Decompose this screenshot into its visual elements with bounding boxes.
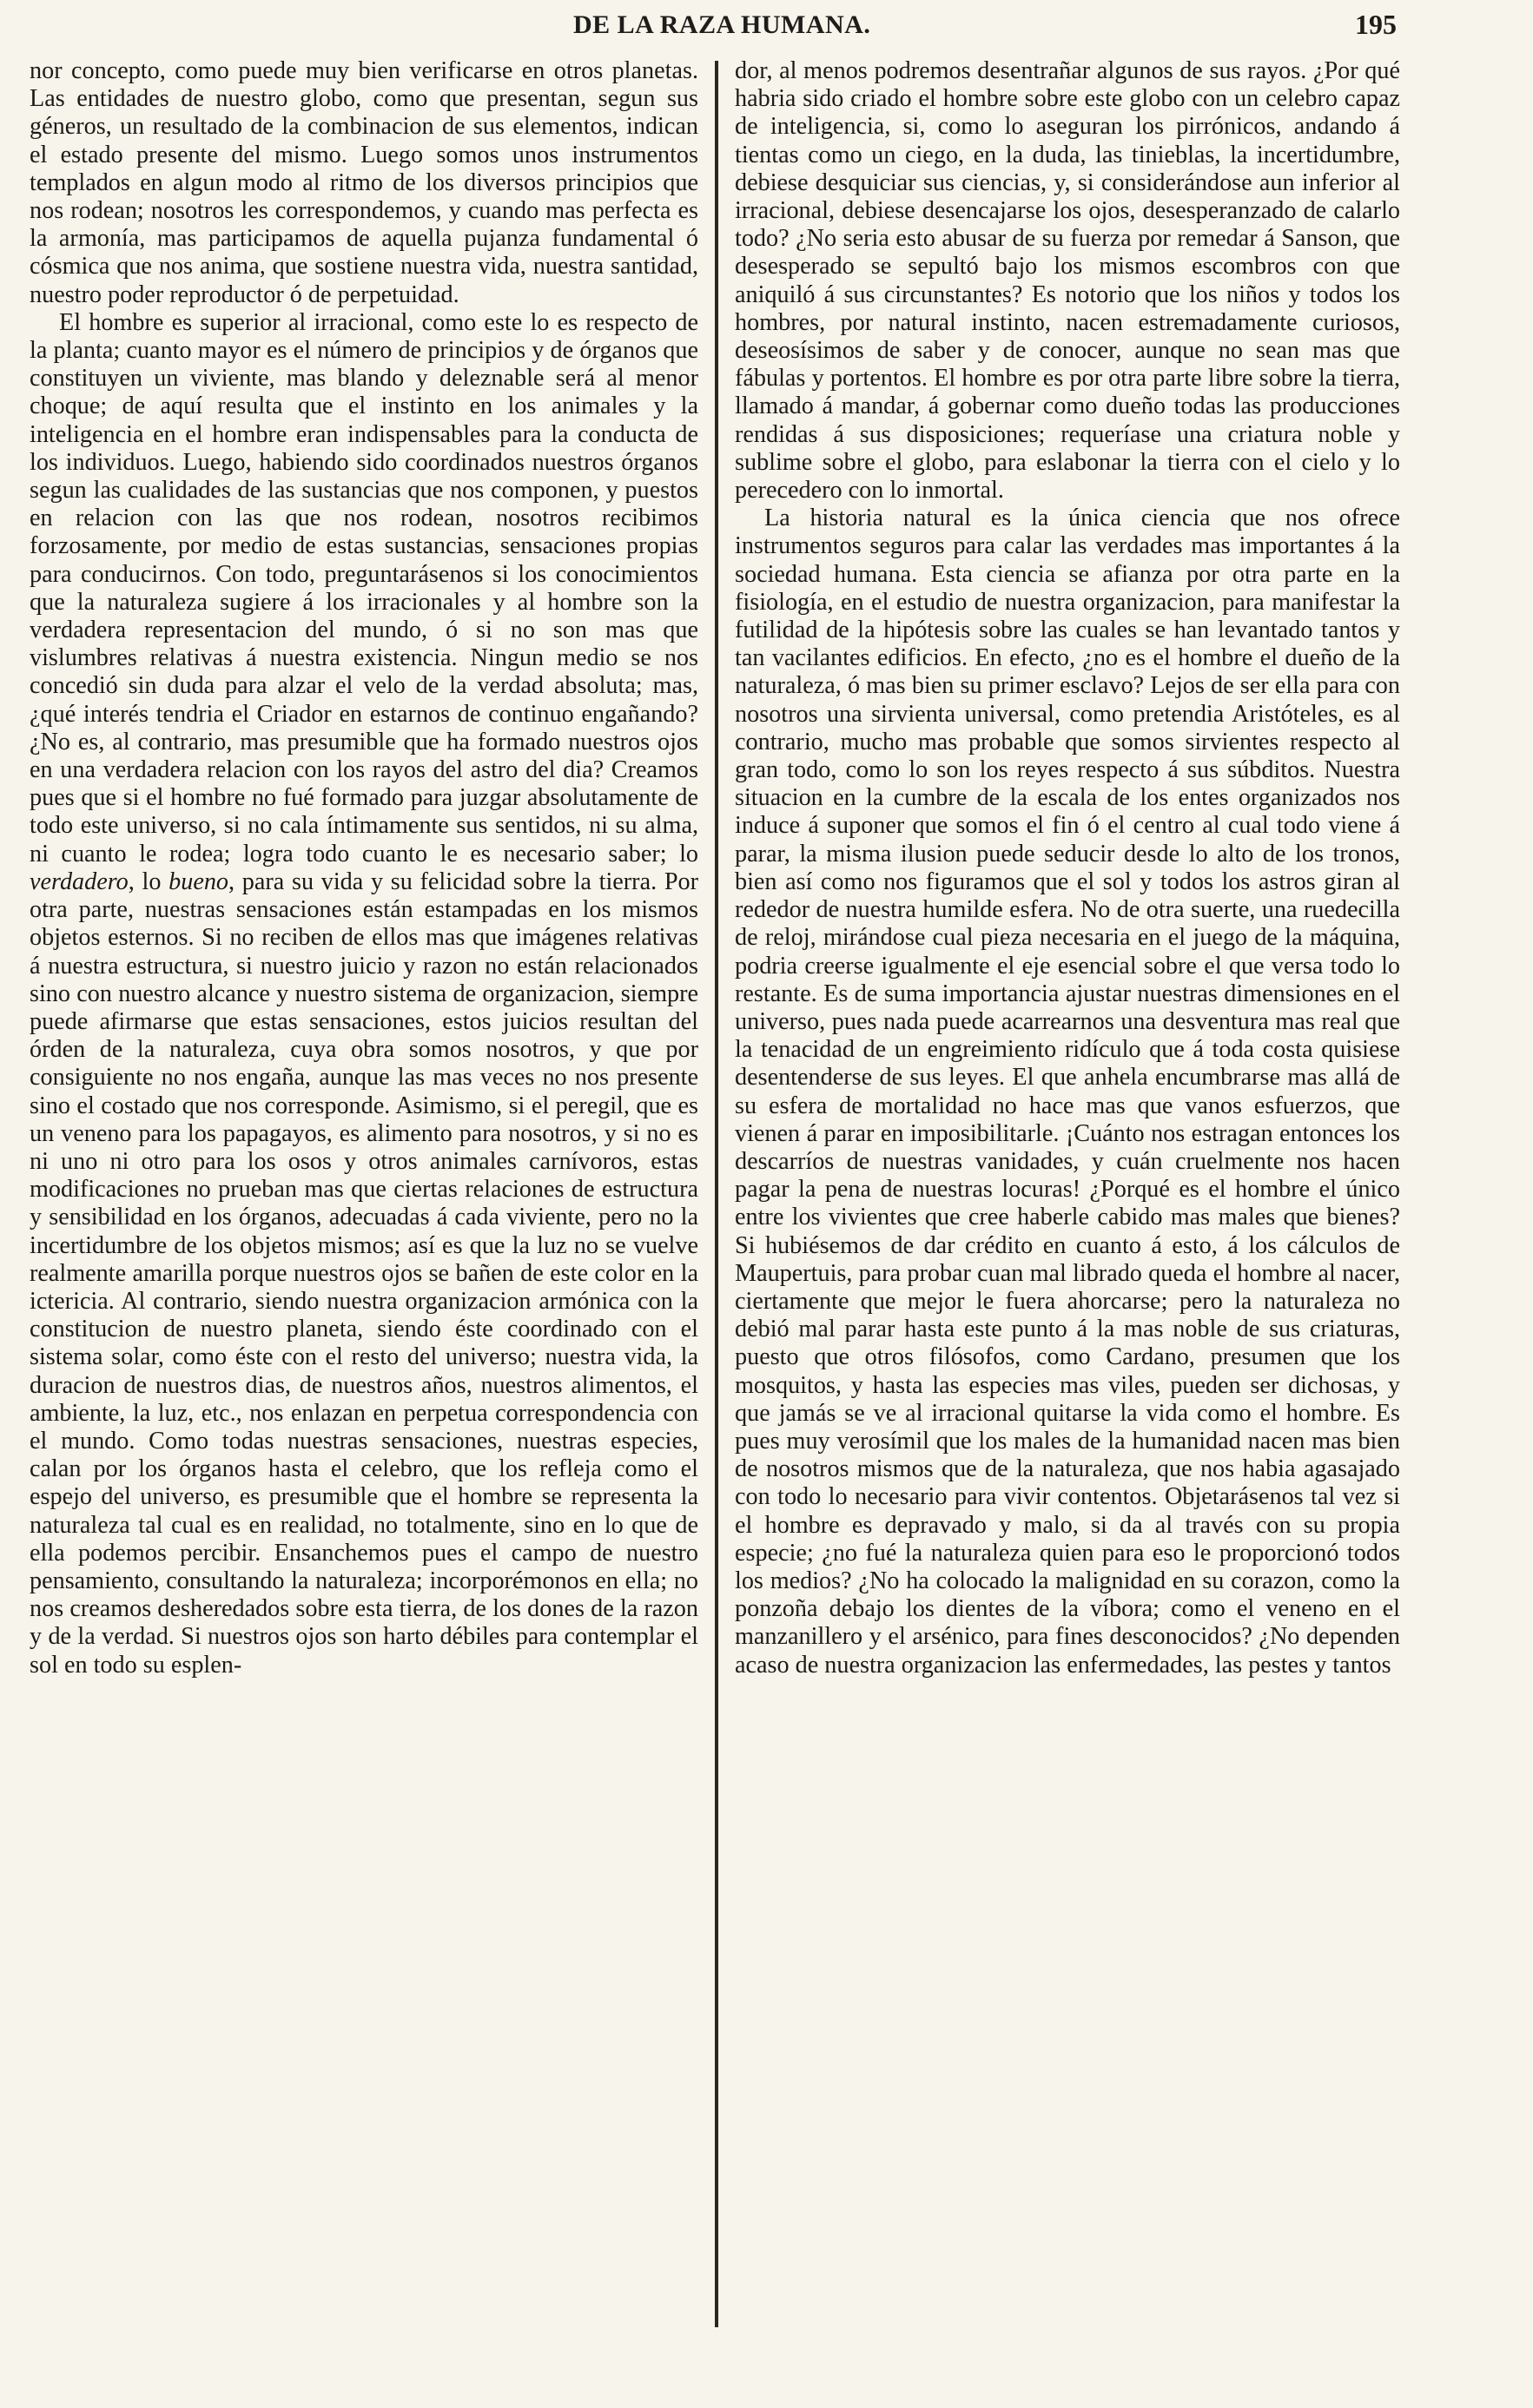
right-paragraph-2: La historia natural es la única ciencia que nos ofrece instrumentos seguros para calar las verdades mas importantes á la sociedad humana. Esta ciencia se afianza por otra parte en la fisiología, en el estudio de nuestra organizacion, para manifestar la futilidad de la hipótesis sobre las cuales se han levantado tantos y tan vacilantes edificios. En efecto, ¿no es el hombre el dueño de la naturaleza, ó mas bien su primer esclavo? Lejos de ser ella para con nosotros una sirvienta universal, como pretendia Aristóteles, es al contrario, mucho mas probable que somos sirvientes respecto al gran todo, como lo son los reyes respecto á sus súbditos. Nuestra situacion en la cumbre de la escala de los entes organizados nos induce á suponer que somos el fin ó el centro al cual todo viene á parar, la misma ilusion puede seducir desde lo alto de los tronos, bien así como nos figuramos que el sol y todos los astros giran al rededor de nuestra humilde esfera. No de otra suerte, una ruedecilla de reloj, mirándose cual pieza necesaria en el juego de la máquina, podria creerse igualmente el eje esencial sobre el que versa todo lo restante. Es de suma importancia ajustar nuestras dimensiones en el universo, pues nada puede acarrearnos una desventura mas real que la tenacidad de un engreimiento ridículo que á toda costa quisiese desentenderse de sus leyes. El que anhela encumbrarse mas allá de su esfera de mortalidad no hace mas que vanos esfuerzos, que vienen á parar en imposibilitarle. ¡Cuánto nos estragan entonces los descarríos de nuestras vanidades, y cuán cruelmente nos hacen pagar la pena de nuestras locuras! ¿Porqué es el hombre el único entre los vivientes que cree haberle cabido mas males que bienes? Si hubiésemos de dar crédito en cuanto á esto, á los cálculos de Maupertuis, para probar cuan mal librado queda el hombre al nacer, ciertamente que mejor le fuera ahorcarse; pero la naturaleza no debió mal parar hasta este punto á la mas noble de sus criaturas, puesto que otros filósofos, como Cardano, presumen que los mosquitos, y hasta las especies mas viles, pueden ser dichosas, y que jamás se ve al irracional quitarse la vida como el hombre. Es pues muy verosímil que los males de la humanidad nacen mas bien de nosotros mismos que de la naturaleza, que nos habia agasajado con todo lo necesario para vivir contentos. Objetarásenos tal vez si el hombre es depravado y malo, si da al través con su propia especie; ¿no fué la naturaleza quien para eso le proporcionó todos los medios? ¿No ha colocado la malignidad en su corazon, como la ponzoña debajo los dientes de la víbora; como el veneno en el manzanillero y el arsénico, para fines desconocidos? ¿No dependen acaso de nuestra organizacion las enfermedades, las pestes y tantos [735,505,1400,1679]
italic-bueno: bueno [168,868,229,895]
left-paragraph-2-part-a: El hombre es superior al irracional, como este lo es respecto de la planta; cuanto mayor es el número de principios y de órganos que constituyen un viviente, mas blando y deleznable será al menor choque; de aquí resulta que el instinto en los animales y la inteligencia en el hombre eran indispensables para la conducta de los individuos. Luego, habiendo sido coordinados nuestros órganos segun las cualidades de las sustancias que nos componen, y puestos en relacion con las que nos rodean, nosotros recibimos forzosamente, por medio de estas sustancias, sensaciones propias para conducirnos. Con todo, preguntarásenos si los conocimientos que la naturaleza sugiere á los irracionales y al hombre son la verdadera representacion del mundo, ó si no son mas que vislumbres relativas á nuestra existencia. Ningun medio se nos concedió sin duda para alzar el velo de la verdad absoluta; mas, ¿qué interés tendria el Criador en estarnos de continuo engañando? ¿No es, al contrario, mas presumible que ha formado nuestros ojos en una verdadera relacion con los rayos del astro del dia? Creamos pues que si el hombre no fué formado para juzgar absolutamente de todo este universo, si no cala íntimamente sus sentidos, ni su alma, ni cuanto le rodea; logra todo cuanto le es necesario saber; lo [30,308,698,868]
left-column [30,57,698,1679]
left-paragraph-1: nor concepto, como puede muy bien verificarse en otros planetas. Las entidades de nuestro globo, como que presentan, segun sus géneros, un resultado de la combinacion de sus elementos, indican el estado presente del mismo. Luego somos unos instrumentos templados en algun modo al ritmo de los diversos principios que nos rodean; nosotros les correspondemos, y cuando mas perfecta es la armonía, mas participamos de aquella pujanza fundamental ó cósmica que nos anima, que sostiene nuestra vida, nuestra santidad, nuestro poder reproductor ó de perpetuidad. [30,57,698,308]
column-divider [715,61,718,2327]
running-header: DE LA RAZA HUMANA. [573,10,871,39]
italic-verdadero: verdadero [30,868,129,895]
page-number: 195 [1355,9,1397,40]
separator: , lo [128,868,169,895]
right-column [735,57,1400,1679]
left-paragraph-2 [30,309,698,1679]
left-paragraph-2-part-b: , para su vida y su felicidad sobre la tierra. Por otra parte, nuestras sensaciones están estampadas en los mismos objetos esternos. Si no reciben de ellos mas que imágenes relativas á nuestra estructura, si nuestro juicio y razon no están relacionados sino con nuestro alcance y nuestro sistema de organizacion, siempre puede afirmarse que estas sensaciones, estos juicios resultan del órden de la naturaleza, cuya obra somos nosotros, y que por consiguiente no nos engaña, aunque las mas veces no nos presente sino el costado que nos corresponde. Asimismo, si el peregil, que es un veneno para los papagayos, es alimento para nosotros, y si no es ni uno ni otro para los osos y otros animales carnívoros, estas modificaciones no prueban mas que ciertas relaciones de estructura y sensibilidad en los órganos, adecuadas á cada viviente, pero no la incertidumbre de los objetos mismos; así es que la luz no se vuelve realmente amarilla porque nuestros ojos se bañen de este color en la ictericia. Al contrario, siendo nuestra organizacion armónica con la constitucion de nuestro planeta, siendo éste coordinado con el sistema solar, como éste con el resto del universo; nuestra vida, la duracion de nuestros dias, de nuestros años, nuestros alimentos, el ambiente, la luz, etc., nos enlazan en perpetua correspondencia con el mundo. Como todas nuestras sensaciones, nuestras especies, calan por los órganos hasta el celebro, que los refleja como el espejo del universo, es presumible que el hombre se representa la naturaleza tal cual es en realidad, no totalmente, sino en lo que de ella podemos percibir. Ensanchemos pues el campo de nuestro pensamiento, consultando la naturaleza; incorporémonos en ella; no nos creamos desheredados sobre esta tierra, de los dones de la razon y de la verdad. Si nuestros ojos son harto débiles para contemplar el sol en todo su esplen- [30,868,698,1679]
right-paragraph-1: dor, al menos podremos desentrañar algunos de sus rayos. ¿Por qué habria sido criado el hombre sobre este globo con un celebro capaz de inteligencia, si, como lo aseguran los pirrónicos, andando á tientas como un ciego, en la duda, las tinieblas, la incertidumbre, debiese desquiciar sus ciencias, y, si considerándose aun inferior al irracional, debiese desencajarse los ojos, desesperanzado de calarlo todo? ¿No seria esto abusar de su fuerza por remedar á Sanson, que desesperado se sepultó bajo los mismos escombros con que aniquiló á sus circunstantes? Es notorio que los niños y todos los hombres, por natural instinto, nacen estremadamente curiosos, deseosísimos de saber y de conocer, aunque no sean mas que fábulas y portentos. El hombre es por otra parte libre sobre la tierra, llamado á mandar, á gobernar como dueño todas las producciones rendidas á sus disposiciones; requeríase una criatura noble y sublime sobre el globo, para eslabonar la tierra con el cielo y lo perecedero con lo inmortal. [735,57,1400,505]
